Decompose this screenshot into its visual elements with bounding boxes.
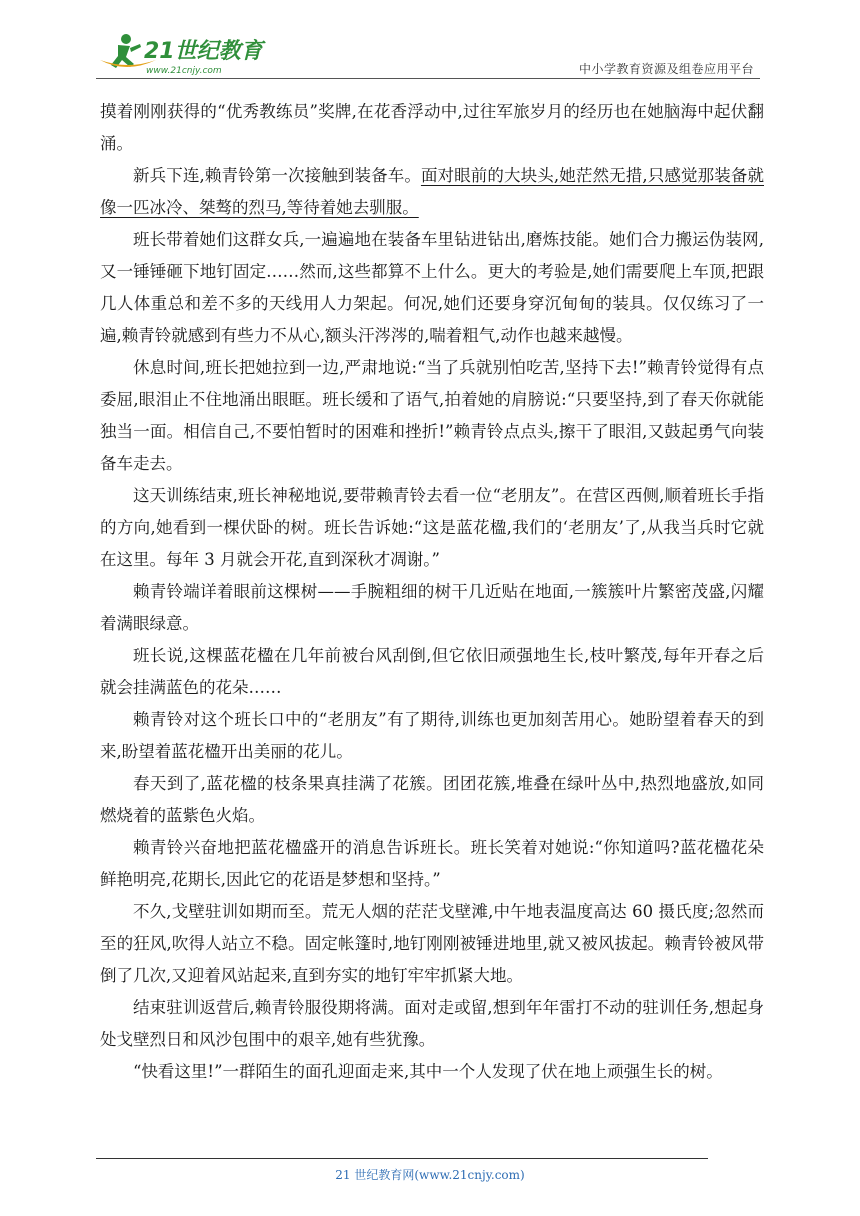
- paragraph-text: “快看这里!”一群陌生的面孔迎面走来,其中一个人发现了伏在地上顽强生长的树。: [133, 1062, 723, 1081]
- paragraph: [100, 704, 764, 768]
- paragraph-text: 春天到了,蓝花楹的枝条果真挂满了花簇。团团花簇,堆叠在绿叶丛中,热烈地盛放,如同燃烧着的蓝紫色火焰。: [100, 774, 764, 825]
- page-header: [96, 30, 760, 80]
- paragraph: [100, 832, 764, 896]
- paragraph-text: 不久,戈壁驻训如期而至。荒无人烟的茫茫戈壁滩,中午地表温度高达 60 摄氏度;忽然而至的狂风,吹得人站立不稳。固定帐篷时,地钉刚刚被锤进地里,就又被风拔起。赖青铃被风带倒了几次,又迎着风站起来,直到夯实的地钉牢牢抓紧大地。: [100, 902, 764, 985]
- logo: [96, 30, 266, 78]
- paragraph: [100, 1056, 764, 1088]
- underlined-sentence: 面对眼前的大块头,她茫然无措,只感觉那装备就像一匹冰冷、桀骜的烈马,等待着她去驯服。: [100, 166, 764, 217]
- paragraph-text: 结束驻训返营后,赖青铃服役期将满。面对走或留,想到年年雷打不动的驻训任务,想起身处戈壁烈日和风沙包围中的艰辛,她有些犹豫。: [100, 998, 764, 1049]
- paragraph-text: 赖青铃对这个班长口中的“老朋友”有了期待,训练也更加刻苦用心。她盼望着春天的到来,盼望着蓝花楹开出美丽的花儿。: [100, 710, 764, 761]
- paragraph: [100, 576, 764, 640]
- paragraph-text: 新兵下连,赖青铃第一次接触到装备车。: [133, 166, 421, 185]
- paragraph: [100, 224, 764, 352]
- paragraph: [100, 768, 764, 832]
- paragraph: [100, 896, 764, 992]
- article-body: [100, 96, 764, 1088]
- paragraph: [100, 992, 764, 1056]
- platform-name: 中小学教育资源及组卷应用平台: [578, 62, 754, 76]
- paragraph-text: 这天训练结束,班长神秘地说,要带赖青铃去看一位“老朋友”。在营区西侧,顺着班长手指的方向,她看到一棵伏卧的树。班长告诉她:“这是蓝花楹,我们的‘老朋友’了,从我当兵时它就在这里。每年 3 月就会开花,直到深秋才凋谢。”: [100, 486, 764, 569]
- paragraph-text: 赖青铃兴奋地把蓝花楹盛开的消息告诉班长。班长笑着对她说:“你知道吗?蓝花楹花朵鲜艳明亮,花期长,因此它的花语是梦想和坚持。”: [100, 838, 764, 889]
- footer-divider: [96, 1158, 708, 1159]
- paragraph-text: 摸着刚刚获得的“优秀教练员”奖牌,在花香浮动中,过往军旅岁月的经历也在她脑海中起伏翻涌。: [100, 102, 764, 153]
- logo-url: www.21cnjy.com: [146, 66, 222, 76]
- logo-text: 21世纪教育: [144, 39, 263, 64]
- paragraph: [100, 160, 764, 224]
- paragraph-text: 赖青铃端详着眼前这棵树——手腕粗细的树干几近贴在地面,一簇簇叶片繁密茂盛,闪耀着满眼绿意。: [100, 582, 764, 633]
- paragraph-text: 休息时间,班长把她拉到一边,严肃地说:“当了兵就别怕吃苦,坚持下去!”赖青铃觉得有点委屈,眼泪止不住地涌出眼眶。班长缓和了语气,拍着她的肩膀说:“只要坚持,到了春天你就能独当一面。相信自己,不要怕暂时的困难和挫折!”赖青铃点点头,擦干了眼泪,又鼓起勇气向装备车走去。: [100, 358, 764, 473]
- paragraph: [100, 352, 764, 480]
- paragraph: [100, 480, 764, 576]
- paragraph: [100, 640, 764, 704]
- header-divider: [96, 78, 760, 79]
- paragraph-text: 班长说,这棵蓝花楹在几年前被台风刮倒,但它依旧顽强地生长,枝叶繁茂,每年开春之后就会挂满蓝色的花朵……: [100, 646, 764, 697]
- page-footer: 21 世纪教育网(www.21cnjy.com): [335, 1168, 525, 1182]
- paragraph: [100, 96, 764, 160]
- paragraph-text: 班长带着她们这群女兵,一遍遍地在装备车里钻进钻出,磨炼技能。她们合力搬运伪装网,又一锤锤砸下地钉固定……然而,这些都算不上什么。更大的考验是,她们需要爬上车顶,把跟几人体重总和差不多的天线用人力架起。何况,她们还要身穿沉甸甸的装具。仅仅练习了一遍,赖青铃就感到有些力不从心,额头汗涔涔的,喘着粗气,动作也越来越慢。: [100, 230, 764, 345]
